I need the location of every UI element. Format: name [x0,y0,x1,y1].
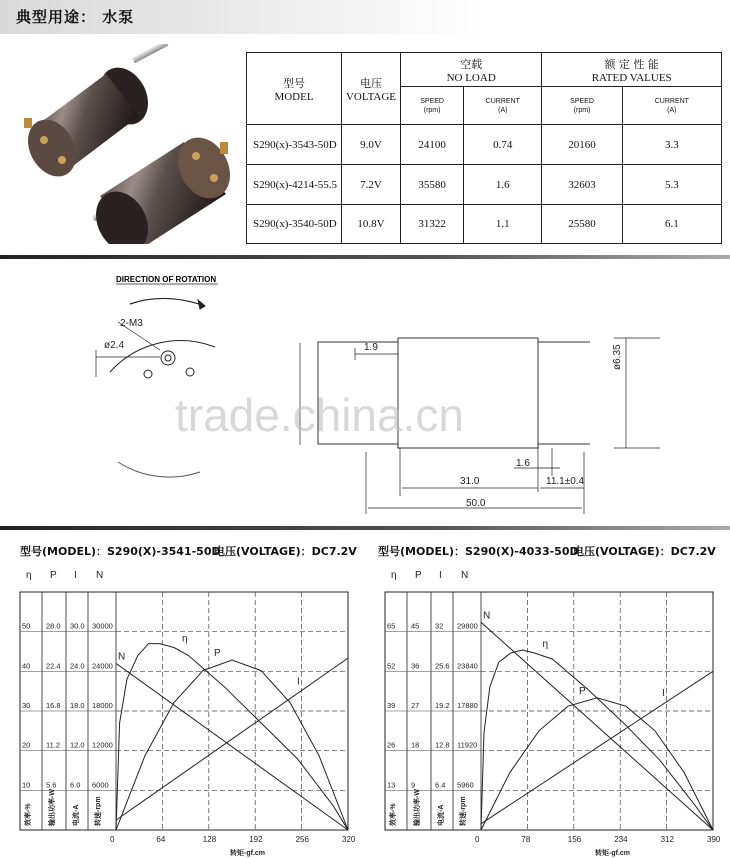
cell-r-current: 6.1 [622,205,721,244]
series-label: N [483,610,491,622]
section-divider [0,255,730,259]
x-tick-label: 390 [707,835,721,844]
axis-name: 效率-% [25,803,32,826]
i-tick-label: 12.8 [435,740,450,750]
model-en-label: MODEL [274,90,314,103]
motor-1-image [18,44,168,185]
x-tick-label: 64 [156,835,166,844]
n-tick-label: 5960 [457,780,474,790]
eta-tick-label: 65 [387,621,396,631]
n-tick-label: 12000 [92,740,113,750]
r-current-header [622,87,721,125]
p-tick-label: 27 [411,701,420,710]
model-cn-label: 型号 [283,76,305,90]
table-row [247,125,722,165]
voltage-en-label: VOLTAGE [345,90,397,103]
x-tick-label: 78 [521,835,531,844]
r-speed-header [542,87,622,125]
chart-2-title: 型号(MODEL)：S290(X)-4033-50D [378,545,579,558]
series-label: η [542,639,549,651]
noload-en-label: NO LOAD [446,71,496,84]
dim-50: 50.0 [466,498,486,509]
cell-nl-current: 0.74 [464,125,542,165]
x-tick-label: 156 [567,835,582,844]
axis-name: 输出功率-W [49,789,56,826]
cell-model: S290(x)-3540-50D [247,205,342,244]
i-tick-label: 25.6 [435,661,450,671]
cell-model: S290(x)-3543-50D [247,125,342,165]
series-label: η [182,633,188,645]
p-tick-label: 22.4 [46,661,61,671]
x-tick-label: 234 [614,835,628,844]
rated-header [542,53,722,87]
x-tick-label: 128 [202,835,217,844]
series-label: P [214,648,221,659]
axis-head: I [74,570,77,581]
axis-name: 输出功率-W [414,789,421,826]
cell-voltage: 10.8V [342,205,401,244]
axis-head: η [26,570,32,581]
speed-label: SPEED [570,97,594,105]
noload-cn-label: 空载 [460,57,483,71]
chart-1-voltage: 电压(VOLTAGE)：DC7.2V [214,545,357,558]
header-title: 典型用途： 水泵 [16,8,135,26]
cell-r-current: 3.3 [622,125,721,165]
chart-2-voltage: 电压(VOLTAGE)：DC7.2V [573,545,716,558]
hole-label: 2-M3 [120,318,143,329]
nl-current-header [464,87,542,125]
watermark: trade.china.cn [175,389,464,441]
axis-head: P [50,570,57,581]
dim-1-6: 1.6 [516,458,530,469]
noload-header [401,53,542,87]
axis-head: N [461,570,469,581]
eta-tick-label: 26 [387,740,396,750]
axis-name: 转速-rpm [95,796,102,826]
motor-2-image [86,128,240,244]
eta-tick-label: 20 [22,740,31,750]
i-tick-label: 6.4 [435,780,446,790]
dim-31: 31.0 [460,476,480,487]
rated-en-label: RATED VALUES [591,71,672,84]
table-row [247,165,722,205]
i-tick-label: 24.0 [70,661,85,671]
cell-nl-speed: 31322 [401,205,464,244]
axis-name: 电流-A [73,804,80,826]
axis-head: N [96,570,104,581]
series-line-I [116,658,348,820]
spec-table [246,52,722,244]
rated-cn-label: 额 定 性 能 [604,57,659,71]
i-tick-label: 18.0 [70,701,85,710]
x-axis-label: 转矩-gf.cm [230,850,265,857]
current-label: CURRENT [485,97,520,105]
cell-voltage: 7.2V [342,165,401,205]
eta-tick-label: 52 [387,661,396,671]
series-line-N [116,663,348,830]
cell-voltage: 9.0V [342,125,401,165]
series-line-η [481,650,713,830]
dim-11: 11.1±0.4 [546,476,585,487]
chart-2 [365,562,730,858]
current-label: CURRENT [654,97,689,105]
speed-unit: (rpm) [423,106,441,114]
x-tick-label: 312 [660,835,674,844]
eta-tick-label: 50 [22,621,31,631]
series-label: I [296,676,300,688]
motor-photo [14,44,246,244]
eta-tick-label: 30 [22,701,31,710]
cell-r-current: 5.3 [622,165,721,205]
cell-r-speed: 25580 [542,205,622,244]
p-tick-label: 36 [411,661,420,671]
section-divider [0,526,730,530]
speed-unit: (rpm) [573,106,591,114]
x-tick-label: 256 [295,835,309,844]
p-tick-label: 16.8 [46,701,61,710]
p-tick-label: 9 [411,780,416,790]
p-tick-label: 5.6 [46,780,57,790]
n-tick-label: 17880 [457,701,478,710]
col-voltage-header [342,53,401,125]
eta-tick-label: 40 [22,661,31,671]
axis-head: I [439,570,442,581]
cell-nl-speed: 24100 [401,125,464,165]
x-tick-label: 320 [342,835,356,844]
current-unit: (A) [498,106,508,114]
axis-head: P [415,570,422,581]
x-tick-label: 0 [475,835,480,844]
dim-dia: ø6.35 [612,344,623,370]
i-tick-label: 6.0 [70,780,81,790]
n-tick-label: 30000 [92,621,113,631]
chart-1-title: 型号(MODEL)：S290(X)-3541-50D [20,545,221,558]
axis-name: 转速-rpm [460,796,467,826]
eta-tick-label: 39 [387,701,396,710]
series-line-N [481,622,713,830]
n-tick-label: 23840 [457,661,478,671]
eta-tick-label: 13 [387,780,396,790]
cell-nl-current: 1.6 [464,165,542,205]
series-line-P [481,698,713,830]
rotation-label: DIRECTION OF ROTATION [116,275,217,284]
n-tick-label: 18000 [92,701,113,710]
n-tick-label: 6000 [92,780,109,790]
col-model-header [247,53,342,125]
eta-tick-label: 10 [22,780,31,790]
series-label: P [579,685,586,697]
dim-1-9: 1.9 [364,342,378,353]
p-tick-label: 11.2 [46,740,61,750]
dia-label: ø2.4 [104,340,125,351]
chart-1 [0,562,365,858]
x-tick-label: 0 [110,835,115,844]
n-tick-label: 29800 [457,621,478,631]
i-tick-label: 19.2 [435,701,450,710]
p-tick-label: 28.0 [46,621,61,631]
p-tick-label: 45 [411,621,420,631]
axis-name: 效率-% [390,803,397,826]
speed-label: SPEED [420,97,444,105]
current-unit: (A) [667,106,677,114]
series-label: I [661,687,665,699]
cell-model: S290(x)-4214-55.5 [247,165,342,205]
n-tick-label: 24000 [92,661,113,671]
i-tick-label: 30.0 [70,621,85,631]
cell-r-speed: 20160 [542,125,622,165]
series-line-I [481,671,713,824]
n-tick-label: 11920 [457,740,478,750]
p-tick-label: 18 [411,740,420,750]
i-tick-label: 12.0 [70,740,85,750]
voltage-cn-label: 电压 [360,76,382,90]
series-label: N [118,651,126,663]
cell-nl-current: 1.1 [464,205,542,244]
nl-speed-header [401,87,464,125]
cell-nl-speed: 35580 [401,165,464,205]
axis-head: η [391,570,397,581]
x-tick-label: 192 [249,835,263,844]
table-row [247,205,722,244]
axis-name: 电流-A [438,804,445,826]
i-tick-label: 32 [435,621,444,631]
x-axis-label: 转矩-gf.cm [595,850,630,857]
cell-r-speed: 32603 [542,165,622,205]
